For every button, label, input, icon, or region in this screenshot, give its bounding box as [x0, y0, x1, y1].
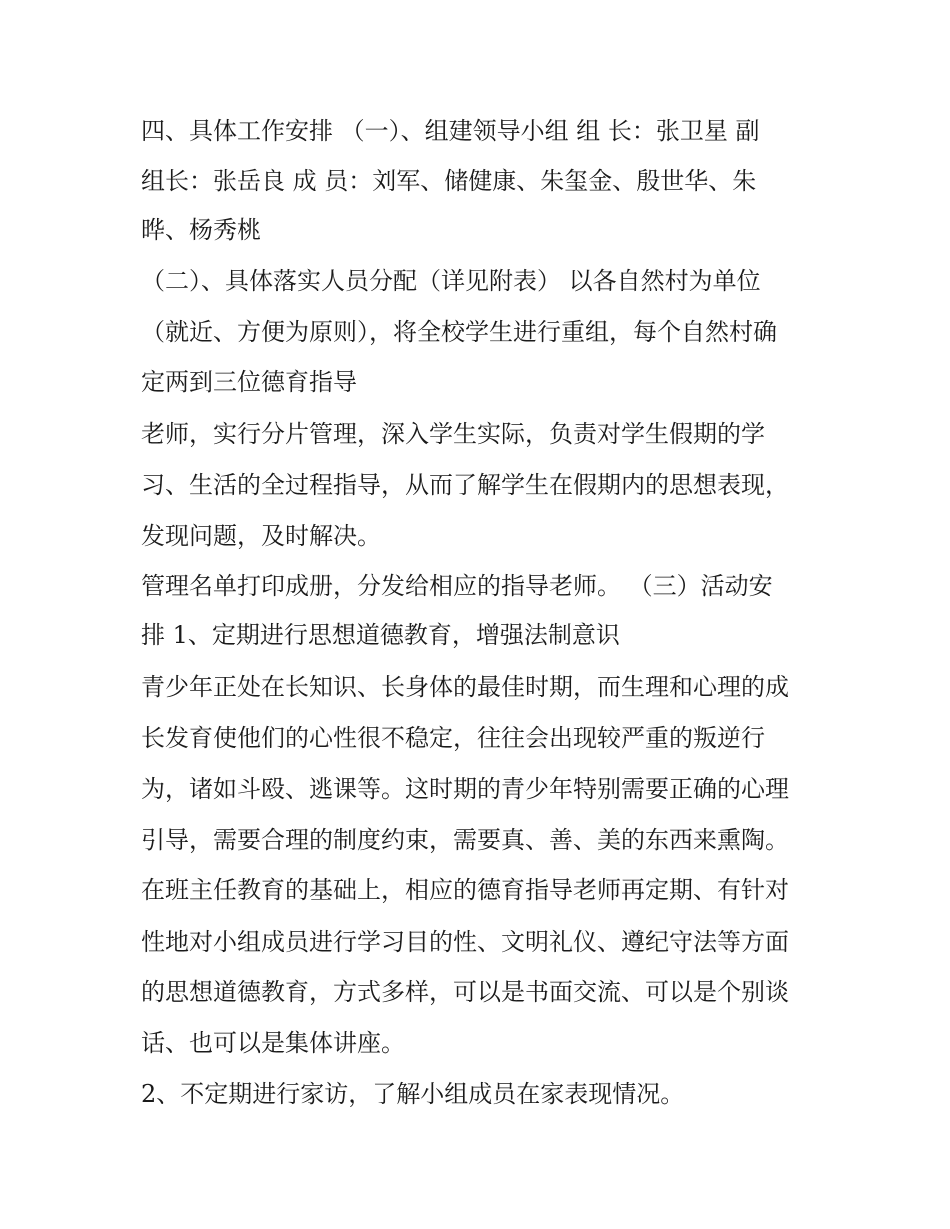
text-line: 引导，需要合理的制度约束，需要真、善、美的东西来熏陶。 — [141, 826, 789, 854]
text-line: 为，诸如斗殴、逃课等。这时期的青少年特别需要正确的心理 — [141, 775, 789, 803]
text-line: 组长：张岳良 成 员：刘军、储健康、朱玺金、殷世华、朱 — [141, 167, 757, 195]
text-line: 习、生活的全过程指导，从而了解学生在假期内的思想表现， — [141, 471, 789, 499]
text-line: 性地对小组成员进行学习目的性、文明礼仪、遵纪守法等方面 — [141, 928, 789, 956]
text-line: 管理名单打印成册，分发给相应的指导老师。 （三）活动安 — [141, 572, 773, 600]
text-line: 青少年正处在长知识、长身体的最佳时期，而生理和心理的成 — [141, 673, 789, 701]
text-line: 发现问题，及时解决。 — [141, 522, 381, 550]
text-line: 的思想道德教育，方式多样，可以是书面交流、可以是个别谈 — [141, 978, 789, 1006]
text-line: （二）、具体落实人员分配（详见附表） 以各自然村为单位 — [141, 267, 761, 295]
text-line: 排 1、定期进行思想道德教育，增强法制意识 — [141, 621, 620, 649]
text-line: 定两到三位德育指导 — [141, 368, 357, 396]
text-line: 长发育使他们的心性很不稳定，往往会出现较严重的叛逆行 — [141, 724, 765, 752]
text-line: 2、不定期进行家访，了解小组成员在家表现情况。 — [141, 1080, 685, 1108]
text-line: 老师，实行分片管理，深入学生实际，负责对学生假期的学 — [141, 420, 765, 448]
text-line: 四、具体工作安排 （一）、组建领导小组 组 长：张卫星 副 — [141, 117, 760, 145]
text-line: （就近、方便为原则），将全校学生进行重组，每个自然村确 — [141, 318, 777, 346]
text-line: 在班主任教育的基础上，相应的德育指导老师再定期、有针对 — [141, 876, 789, 904]
text-line: 晔、杨秀桃 — [141, 216, 261, 244]
text-line: 话、也可以是集体讲座。 — [141, 1029, 405, 1057]
